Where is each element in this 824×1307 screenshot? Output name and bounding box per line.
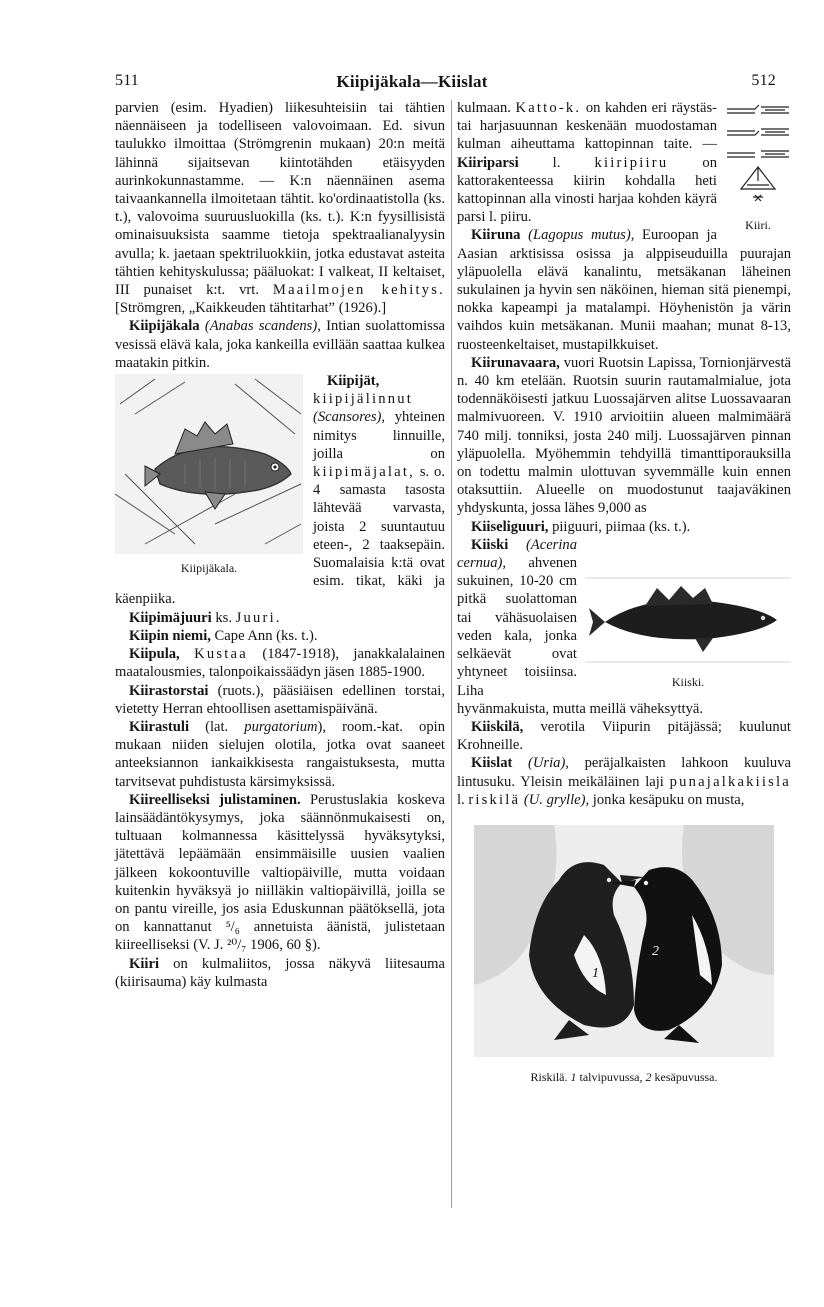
entry-kiirunavaara: Kiirunavaara, vuori Ruotsin Lapissa, Tornionjärvestä n. 40 km etelään. Ruotsin suurin rautamalmialue, jota todennäköisesti jatkuu Luossajärven alitse Luossavaaran malmivuoreen. V. 1910 arvioitiin alueen malmimäärä 740 milj. tonniksi, josta 240 milj. Luossajärven pinnan yläpuolella. Myöhemmin tehdyillä timanttiporauksilla on todettu malmin ulottuvan syvemmälle kuin ennen otaksuttiin. Alueelle on muodostunut taajaväkinen yhdyskunta, jossa lähes 9,000 as [457,354,791,517]
headword: Kiiruna [471,227,521,244]
entry-kiiski: Kiiski (Acerina cernua), ahvenen sukuinen, 10-20 cm pitkä suolattoman tai vähäsuolaisen veden kala, jonka selkäevät ovat yhtyneet toisiinsa. Liha hyvänmakuista, mutta meillä väheksyttyä. [457,536,704,717]
headword: Kiirastorstai [129,682,209,699]
figure-riskila [474,825,774,1086]
black-guillemot-illustration [474,825,774,1057]
headword: Kiiriparsi [457,154,519,171]
ruffe-fish-illustration [585,572,791,668]
entry-kiislat: Kiislat (Uria), peräjalkaisten lahkoon kuuluva lintusuku. Yleisin meikäläinen laji punajalkakiisla l. riskilä (U. grylle), jonka kesäpuku on musta, [457,755,791,808]
figure-caption: Riskilä. 1 talvipuvussa, 2 kesäpuvussa. [530,1070,718,1085]
figure-caption: Kiiri. [745,218,771,233]
entry-kiiskila: Kiiskilä, verotila Viipurin pitäjässä; kuulunut Krohneille. [457,718,791,754]
page-number-right: 512 [751,72,776,89]
headword: Kiipula, [129,646,180,663]
figure-kiiski [585,572,791,691]
entry-kiipimajuuri: Kiipimäjuuri ks. Juuri. [129,609,282,626]
entry-kiireelliseksi-julistaminen: Kiireelliseksi julistaminen. Perustuslakia koskeva lainsäädäntökysymys, joka säännönmukaisesti on, tultuaan kolmannessa käsittelyssä hyväksytyksi, jätettävä lepäämään ensimmäisille uusien vaalien jälkeen kokoontuville valtiopäiville, mutta voidaan kuitenkin hyväksyä jo niilläkin valtiopäivillä, joilla se on pantu vireille, jos asia Eduskunnan päätöksellä, jota on kannattanut ⁵/₆ annetuista äänistä, julistetaan kiireelliseksi (V. J. ²⁰/₇ 1906, 60 §). [115,791,445,954]
entry-kiirastorstai: Kiirastorstai (ruots.), pääsiäisen edellinen torstai, vietetty Herran ehtoollisen asettamispäivänä. [115,682,445,717]
entry-kiirastuli: Kiirastuli (lat. purgatorium), room.-kat. opin mukaan niiden sielujen olotila, jotka ovat saaneet anteeksiannon iankaikkisesta rangaistuksesta, mutta tarvitsevat puhdistusta kärsimyksissä. [115,718,445,790]
headword: Kiipijät, [327,373,380,390]
headword: Kiiskilä, [471,718,524,735]
column-divider [451,100,452,1208]
entry-kiiri: Kiiri on kulmaliitos, jossa näkyvä liitesauma (kiirisauma) käy kulmasta [115,955,445,990]
figure-kiiri [725,101,791,234]
entry-kiiseliguuri: Kiiseliguuri, piiguuri, piimaa (ks. t.). [471,518,691,535]
headword: Kiirunavaara, [471,354,560,371]
figure-caption: Kiipijäkala. [180,561,238,576]
headword: Kiipijäkala [129,318,200,335]
figure-caption: Kiiski. [671,675,705,690]
headword: Kiislat [471,755,513,772]
entry-kiiri-continued: kulmaan. Katto-k. on kahden eri räystäs- tai harjasuunnan keskenään muodostaman kulman aiheuttama kattopinnan taite. — Kiiriparsi l. kiiripiiru on kattorakenteessa kiirin kohdalla heti kattopinnan alla vinosti harjaa kohden käyrä parsi l. piiru. [457,100,717,226]
headword: Kiiski [471,536,509,553]
figure-label-1: 1 [592,965,599,981]
right-column [457,99,791,1086]
left-column [115,99,445,991]
running-title: Kiipijäkala—Kiislat [336,72,488,91]
headword: Kiipin niemi, [129,627,211,644]
climbing-perch-illustration [115,374,303,554]
entry-kiintotahdet-continued: parvien (esim. Hyadien) liikesuhteisiin tai tähtien näennäiseen ja todelliseen valovoimaan. Ed. sivun taulukko ilmoittaa (Strömgrenin mukaan) 20:n meitä lähinnä sijaitsevan kiintotähden etäisyyden aurinkokunnastamme. — K:n näennäinen asema taivaankannella ilmoitetaan tähtit. ko'ordinaatistolla (ks. t.), valovoima suuruusluokilla (ks. t.). K:n fyysillisistä ominaisuuksista saamme tietoja spektraalianalyysin avulla; k. jaetaan spektriluokkiin, jotka edustavat asteita tähtien kehityskulussa; pääluokat: I valkeat, II keltaiset, III punaiset k:t. vrt. Maailmojen kehitys. [Strömgren, „Kaikkeuden tähtitarhat” (1926).] [115,100,445,317]
figure-kiipijakala [115,374,303,577]
page-number-left: 511 [115,72,140,89]
entry-kiipula: Kiipula, Kustaa (1847-1918), janakkalalainen maatalousmies, talonpoikaissäädyn jäsen 1885-1900. [115,646,445,681]
headword: Kiiseliguuri, [471,518,549,535]
roof-corner-joint-illustration [725,101,791,211]
entry-kiipijakala: Kiipijäkala (Anabas scandens), Intian suolattomissa vesissä elävä kala, joka kankeilla evillään saattaa kulkea maatakin pitkin. [115,318,445,371]
entry-kiipijat: Kiipijät, kiipijälinnut (Scansores), yhteinen nimitys linnuille, joilla on kiipimäjalat, s. o. 4 samasta tasosta lähtevää varvasta, joista 2 suuntautuu eteen-, 2 taaksepäin. Suomalaisia k:tä ovat esim. tikat, käki ja käenpiika. [115,373,445,608]
headword: Kiirastuli [129,718,189,735]
figure-label-2: 2 [652,943,659,959]
entry-kiiruna: Kiiruna (Lagopus mutus), Euroopan ja Aasian arktisissa osissa ja alppiseuduilla puurajan yläpuolella elävä kanalintu, metsäkanan läheinen sukulainen ja hyvin sen näköinen, hieman sitä pienempi, nokka kapeampi ja matalampi. Höyhenistön ja värin vaihdos kuin metsäkanan. Munii maahan; munat 8-13, ruosteenkeltaiset, mustapilkkuiset. [457,227,791,353]
headword: Kiipimäjuuri [129,609,212,626]
headword: Kiireelliseksi julistaminen. [129,791,301,808]
headword: Kiiri [129,955,159,972]
entry-kiipin-niemi: Kiipin niemi, Cape Ann (ks. t.). [129,627,318,644]
